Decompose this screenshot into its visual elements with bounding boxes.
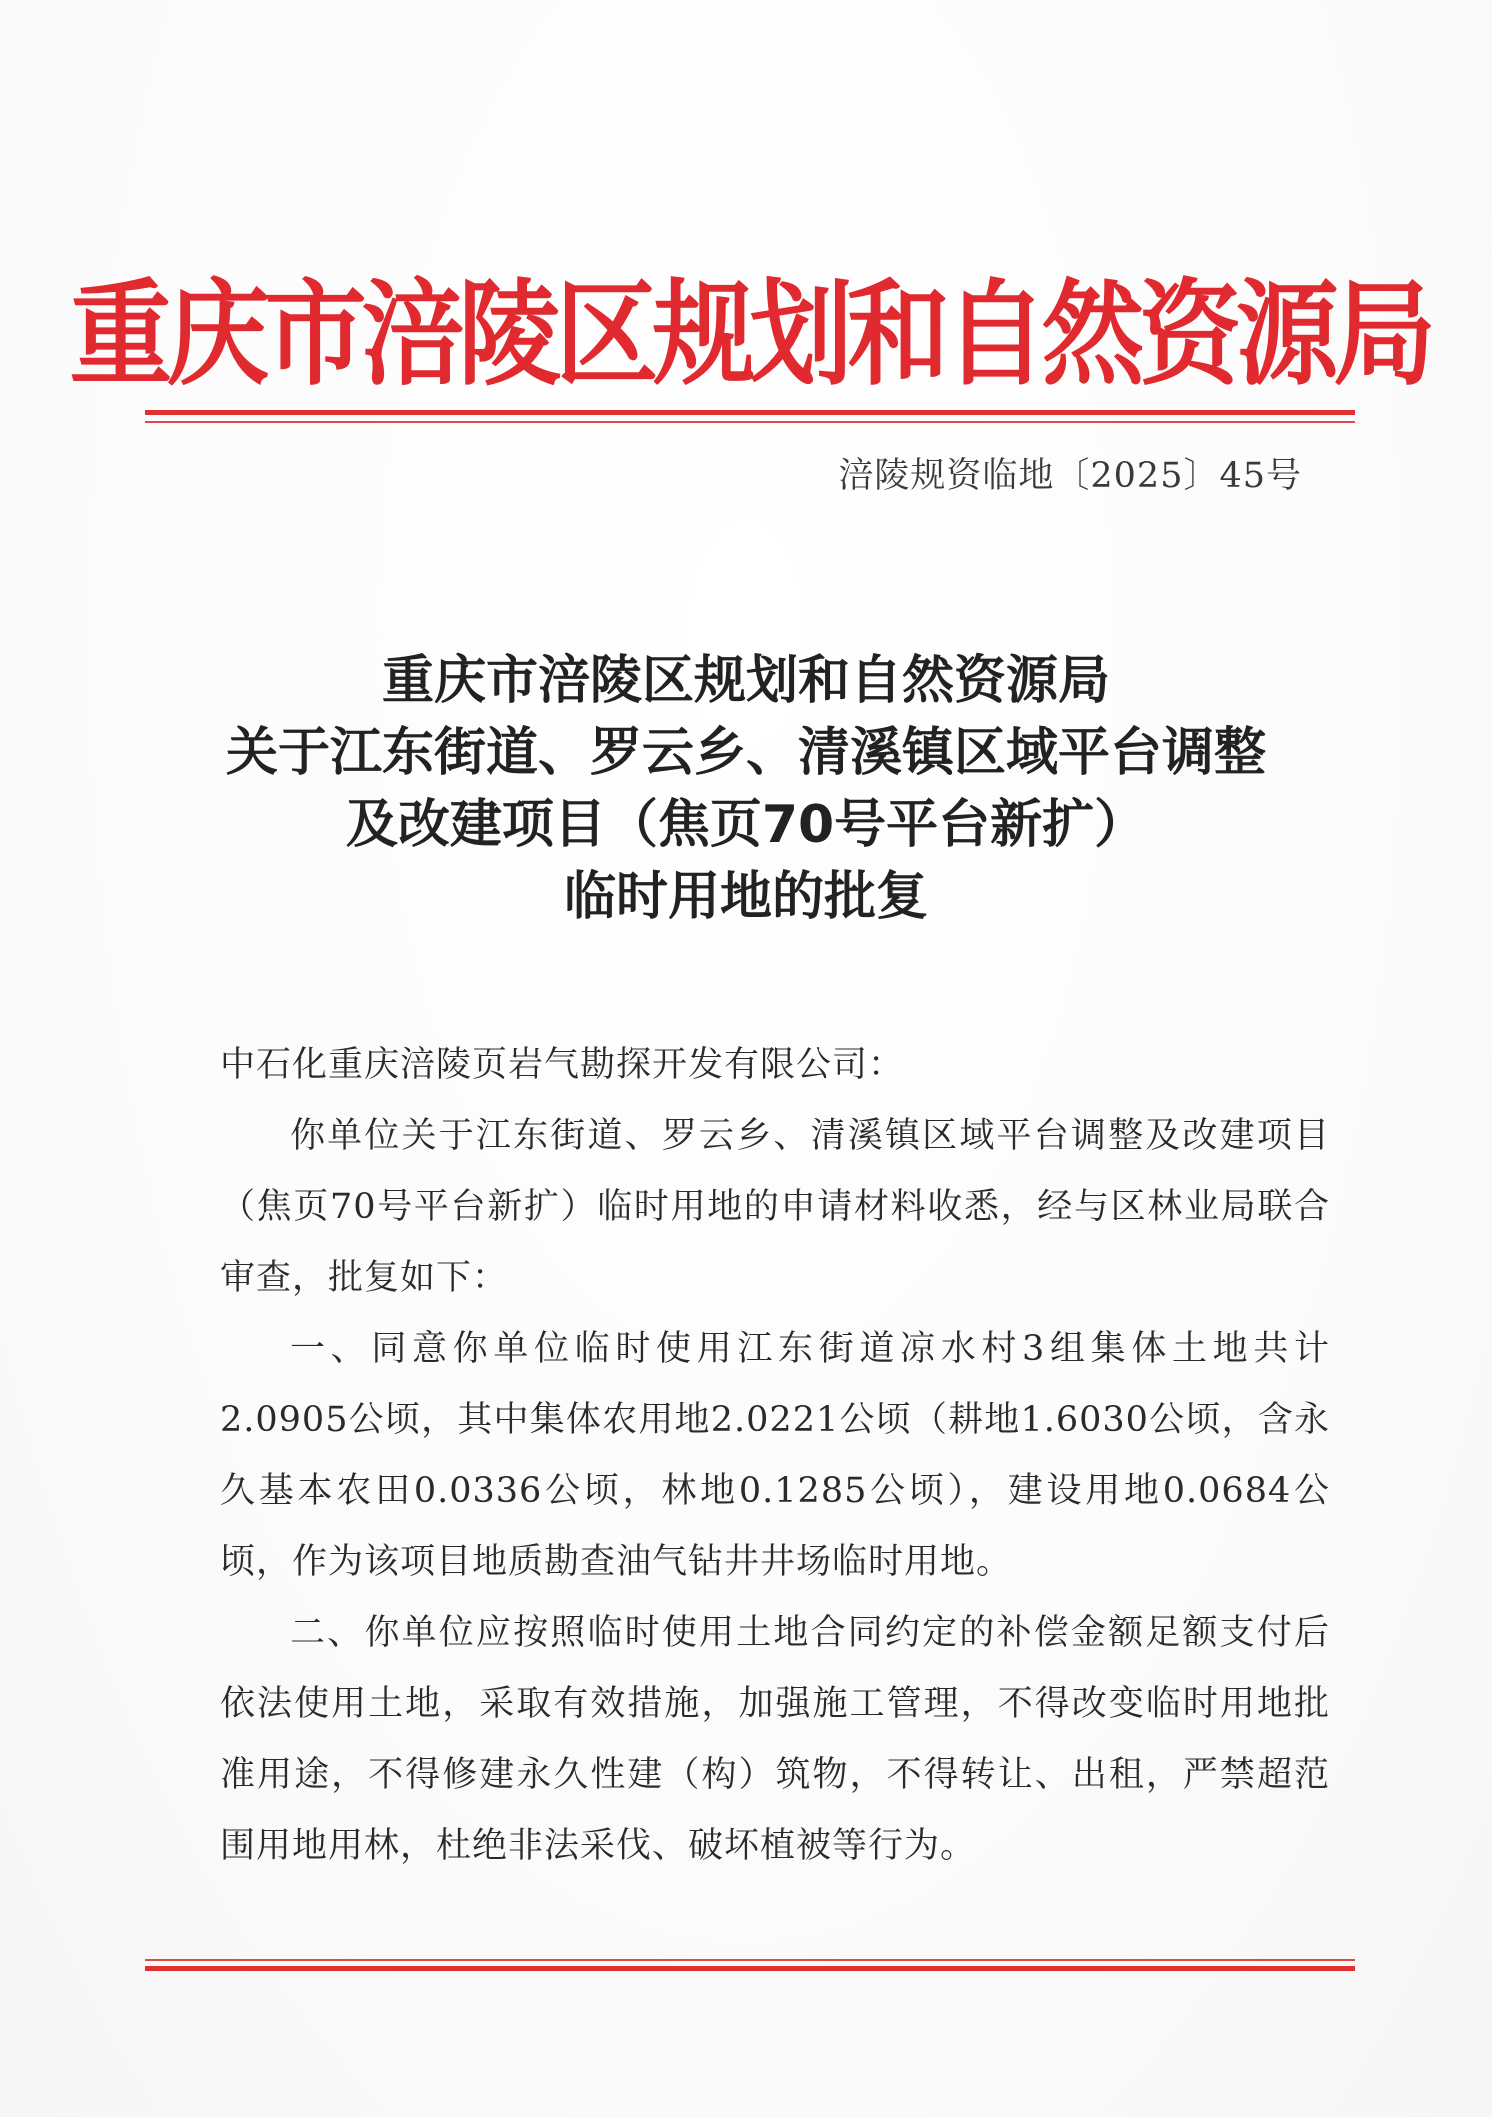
title-line-3: 及改建项目（焦页70号平台新扩） bbox=[345, 795, 1147, 855]
agency-header: 重庆市涪陵区规划和自然资源局 bbox=[69, 268, 1431, 401]
footer-red-rule-thin bbox=[145, 1959, 1355, 1961]
title-line-1: 重庆市涪陵区规划和自然资源局 bbox=[381, 651, 1110, 711]
document-body bbox=[220, 1030, 1330, 1882]
paragraph-item-2: 二、你单位应按照临时使用土地合同约定的补偿金额足额支付后依法使用土地，采取有效措施，加强施工管理，不得改变临时用地批准用途，不得修建永久性建（构）筑物，不得转让、出租，严禁超范围用地用林，杜绝非法采伐、破坏植被等行为。 bbox=[220, 1613, 1330, 1866]
header-red-rule-thick bbox=[145, 410, 1355, 415]
salutation: 中石化重庆涪陵页岩气勘探开发有限公司： bbox=[220, 1045, 905, 1085]
document-number: 涪陵规资临地〔2025〕45号 bbox=[838, 456, 1302, 496]
title-line-2: 关于江东街道、罗云乡、清溪镇区域平台调整 bbox=[225, 723, 1266, 783]
title-line-4: 临时用地的批复 bbox=[563, 867, 928, 927]
header-red-rule-thin bbox=[145, 421, 1355, 423]
document-title bbox=[146, 645, 1346, 933]
paragraph-intro: 你单位关于江东街道、罗云乡、清溪镇区域平台调整及改建项目（焦页70号平台新扩）临时用地的申请材料收悉，经与区林业局联合审查，批复如下： bbox=[220, 1116, 1330, 1298]
footer-red-rule-thick bbox=[145, 1966, 1355, 1971]
paragraph-item-1: 一、同意你单位临时使用江东街道凉水村3组集体土地共计2.0905公顷，其中集体农用地2.0221公顷（耕地1.6030公顷，含永久基本农田0.0336公顷，林地0.1285公顷），建设用地0.0684公顷，作为该项目地质勘查油气钻井井场临时用地。 bbox=[220, 1329, 1330, 1582]
